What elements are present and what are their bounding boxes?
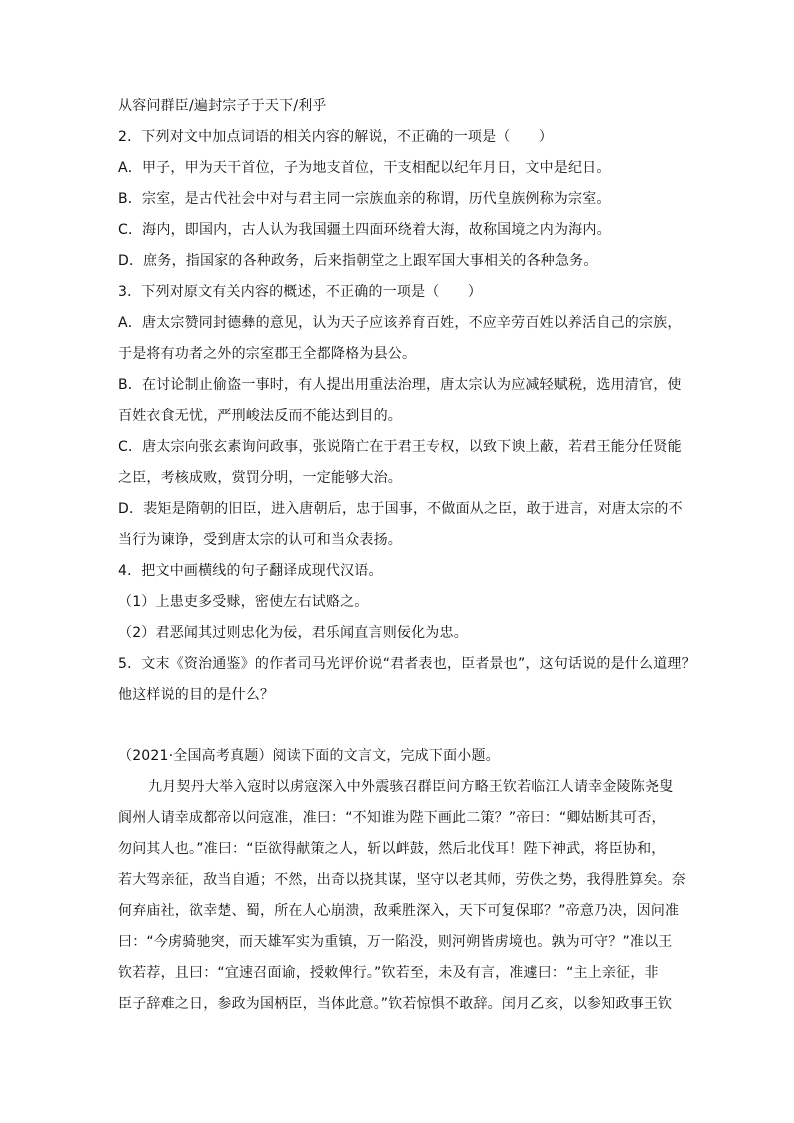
option-line: A．唐太宗赞同封德彝的意见，认为天子应该养育百姓，不应辛劳百姓以养活自己的宗族， <box>118 315 682 331</box>
passage-line: 勿问其人也。”准曰：“臣欲得献策之人，斩以衅鼓，然后北伐耳！陛下神武，将臣协和， <box>118 841 666 857</box>
question-5: 5．文末《资治通鉴》的作者司马光评价说“君者表也，臣者景也”，这句话说的是什么道理？ <box>118 656 696 672</box>
option-line: B．宗室，是古代社会中对与君主同一宗族血亲的称谓，历代皇族例称为宗室。 <box>118 191 611 207</box>
passage-line: 若大驾亲征，敌当自遁；不然，出奇以挠其谋，坚守以老其师，劳佚之势，我得胜算矣。奈 <box>118 872 686 888</box>
sub-question: （1）上患吏多受赇，密使左右试赂之。 <box>118 594 369 610</box>
option-line: D．庶务，指国家的各种政务，后来指朝堂之上跟军国大事相关的各种急务。 <box>118 253 598 269</box>
option-line: C．海内，即国内，古人认为我国疆土四面环绕着大海，故称国境之内为海内。 <box>118 222 611 238</box>
passage-line: 曰：“今虏骑驰突，而天雄军实为重镇，万一陷没，则河朔皆虏境也。孰为可守？”准以王 <box>118 934 673 950</box>
passage-line: 九月契丹大举入寇时以虏寇深入中外震骇召群臣问方略王钦若临江人请幸金陵陈尧叟 <box>148 779 674 795</box>
question-2: 2．下列对文中加点词语的相关内容的解说，不正确的一项是（ ） <box>118 129 554 145</box>
option-line: 百姓衣食无忧，严刑峻法反而不能达到目的。 <box>118 408 402 424</box>
question-4: 4．把文中画横线的句子翻译成现代汉语。 <box>118 563 383 579</box>
option-line: 于是将有功者之外的宗室郡王全都降格为县公。 <box>118 346 417 362</box>
passage-line: 臣子辞难之日，参政为国柄臣，当体此意。”钦若惊惧不敢辞。闰月乙亥，以参知政事王钦 <box>118 996 673 1012</box>
option-line: B．在讨论制止偷盗一事时，有人提出用重法治理，唐太宗认为应减轻赋税，选用清官，使 <box>118 377 682 393</box>
text-line: 从容问群臣/遍封宗子于天下/利乎 <box>118 98 327 114</box>
passage-line: 钦若荐，且曰：“宜速召面谕，授敕俾行。”钦若至，未及有言，准遽曰：“主上亲征，非 <box>118 965 659 981</box>
section-gap <box>118 716 678 746</box>
option-line: C．唐太宗向张玄素询问政事，张说隋亡在于君王专权，以致下谀上蔽，若君王能分任贤能 <box>118 439 682 455</box>
sub-question: （2）君恶闻其过则忠化为佞，君乐闻直言则佞化为忠。 <box>118 625 468 641</box>
option-line: D．裴矩是隋朝的旧臣，进入唐朝后，忠于国事，不做面从之臣，敢于进言，对唐太宗的不 <box>118 501 683 517</box>
passage-line: 阆州人请幸成都帝以问寇准，准曰：“不知谁为陛下画此二策？”帝曰：“卿姑断其可否， <box>118 810 666 826</box>
section-heading: （2021·全国高考真题）阅读下面的文言文，完成下面小题。 <box>118 748 500 764</box>
question-5-cont: 他这样说的目的是什么？ <box>118 687 275 703</box>
question-3: 3．下列对原文有关内容的概述，不正确的一项是（ ） <box>118 284 483 300</box>
document-body <box>118 96 696 1025</box>
option-line: 当行为谏诤，受到唐太宗的认可和当众表扬。 <box>118 532 402 548</box>
option-line: 之臣，考核成败，赏罚分明，一定能够大治。 <box>118 470 402 486</box>
option-line: A．甲子，甲为天干首位，子为地支首位，干支相配以纪年月日，文中是纪日。 <box>118 160 611 176</box>
passage-line: 何弃庙社，欲幸楚、蜀，所在人心崩溃，敌乘胜深入，天下可复保耶？”帝意乃决，因问准 <box>118 903 680 919</box>
